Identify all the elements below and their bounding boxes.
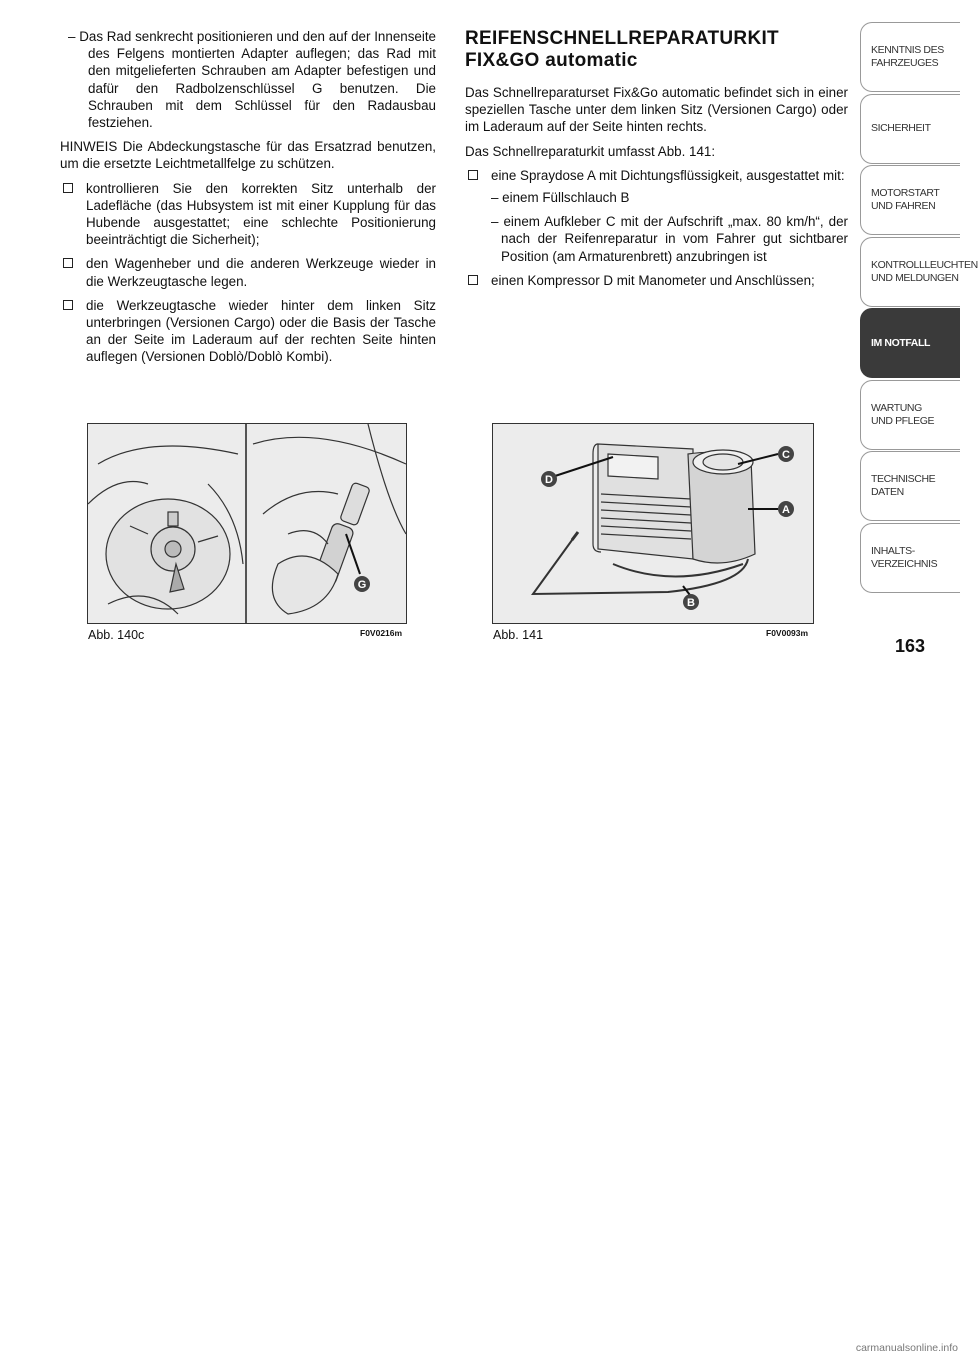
tab-kenntnis[interactable]: KENNTNIS DES FAHRZEUGES: [860, 22, 960, 92]
note: HINWEIS Die Abdeckungstasche für das Ersatzrad benutzen, um die ersetzte Leichtmetallfelge zu schützen.: [60, 139, 436, 172]
section-title: REIFENSCHNELLREPARATURKIT FIX&GO automatic: [465, 28, 779, 71]
checkbox-icon: [468, 275, 478, 285]
kit-intro: Das Schnellreparaturkit umfasst Abb. 141:: [465, 143, 716, 159]
bullet-item: einen Kompressor D mit Manometer und Anschlüssen;: [465, 272, 848, 289]
checkbox-icon: [63, 183, 73, 193]
figure-caption: Abb. 141: [493, 628, 544, 642]
bullet-item: die Werkzeugtasche wieder hinter dem linken Sitz unterbringen (Versionen Cargo) oder die Basis der Tasche an der Seite im Laderaum auf der rechten Seite hinten auflegen (Versionen Doblò/Doblò Kombi).: [60, 297, 436, 366]
checkbox-icon: [468, 170, 478, 180]
figure-code: F0V0093m: [766, 628, 809, 638]
figure-caption: Abb. 140c: [88, 628, 145, 642]
right-column: [465, 28, 848, 296]
intro-paragraph: Das Schnellreparaturset Fix&Go automatic befindet sich in einer speziellen Tasche unter dem linken Sitz (Versionen Cargo) oder im Laderaum auf der Seite hinten rechts.: [465, 85, 848, 135]
tab-motorstart[interactable]: MOTORSTART UND FAHREN: [860, 165, 960, 235]
callout-label: G: [357, 579, 367, 591]
sub-item: – einem Aufkleber C mit der Aufschrift „max. 80 km/h“, der nach der Reifenreparatur in vom Fahrer gut sichtbarer Position (am Armaturenbrett) anzubringen ist: [491, 214, 848, 264]
callout-label: A: [782, 504, 790, 516]
callout-label: B: [687, 597, 695, 609]
tab-sicherheit[interactable]: SICHERHEIT: [860, 94, 960, 164]
chapter-tabs: [860, 22, 978, 594]
tab-kontrollleuchten[interactable]: KONTROLLLEUCHTEN UND MELDUNGEN: [860, 237, 960, 307]
tab-technische-daten[interactable]: TECHNISCHE DATEN: [860, 451, 960, 521]
checkbox-icon: [63, 258, 73, 268]
checkbox-icon: [63, 300, 73, 310]
page-number: 163: [894, 636, 926, 656]
bullet-item: den Wagenheber und die anderen Werkzeuge wieder in die Werkzeugtasche legen.: [60, 255, 436, 289]
figure-code: F0V0216m: [360, 628, 403, 638]
wheel-illustration: [88, 424, 406, 623]
figure-140c: [87, 423, 407, 624]
footer-watermark: carmanualsonline.info: [855, 1342, 958, 1354]
bullet-item: eine Spraydose A mit Dichtungsflüssigkeit, ausgestattet mit:: [465, 167, 848, 184]
callout-label: C: [782, 449, 790, 461]
left-column: [60, 28, 436, 373]
bullet-item: kontrollieren Sie den korrekten Sitz unterhalb der Ladefläche (das Hubsystem ist mit einer Kupplung für das Hubende ausgestattet; eine schlechte Positionierung beeinträchtigt die Sicherheit);: [60, 180, 436, 249]
sub-item: – einem Füllschlauch B: [491, 190, 630, 206]
tab-inhaltsverzeichnis[interactable]: INHALTS- VERZEICHNIS: [860, 523, 960, 593]
tab-wartung[interactable]: WARTUNG UND PFLEGE: [860, 380, 960, 450]
compressor-illustration: [493, 424, 813, 623]
figure-141: [492, 423, 814, 624]
dash-item: – Das Rad senkrecht positionieren und den auf der Innenseite des Felgens montierten Adapter auflegen; das Rad mit den mitgelieferten Schrauben am Adapter befestigen und dafür den Radbolzenschlüssel G benutzen. Die Schrauben mit dem Schlüssel für den Radausbau festziehen.: [68, 29, 436, 131]
tab-im-notfall[interactable]: IM NOTFALL: [860, 308, 960, 378]
callout-label: D: [545, 474, 553, 486]
